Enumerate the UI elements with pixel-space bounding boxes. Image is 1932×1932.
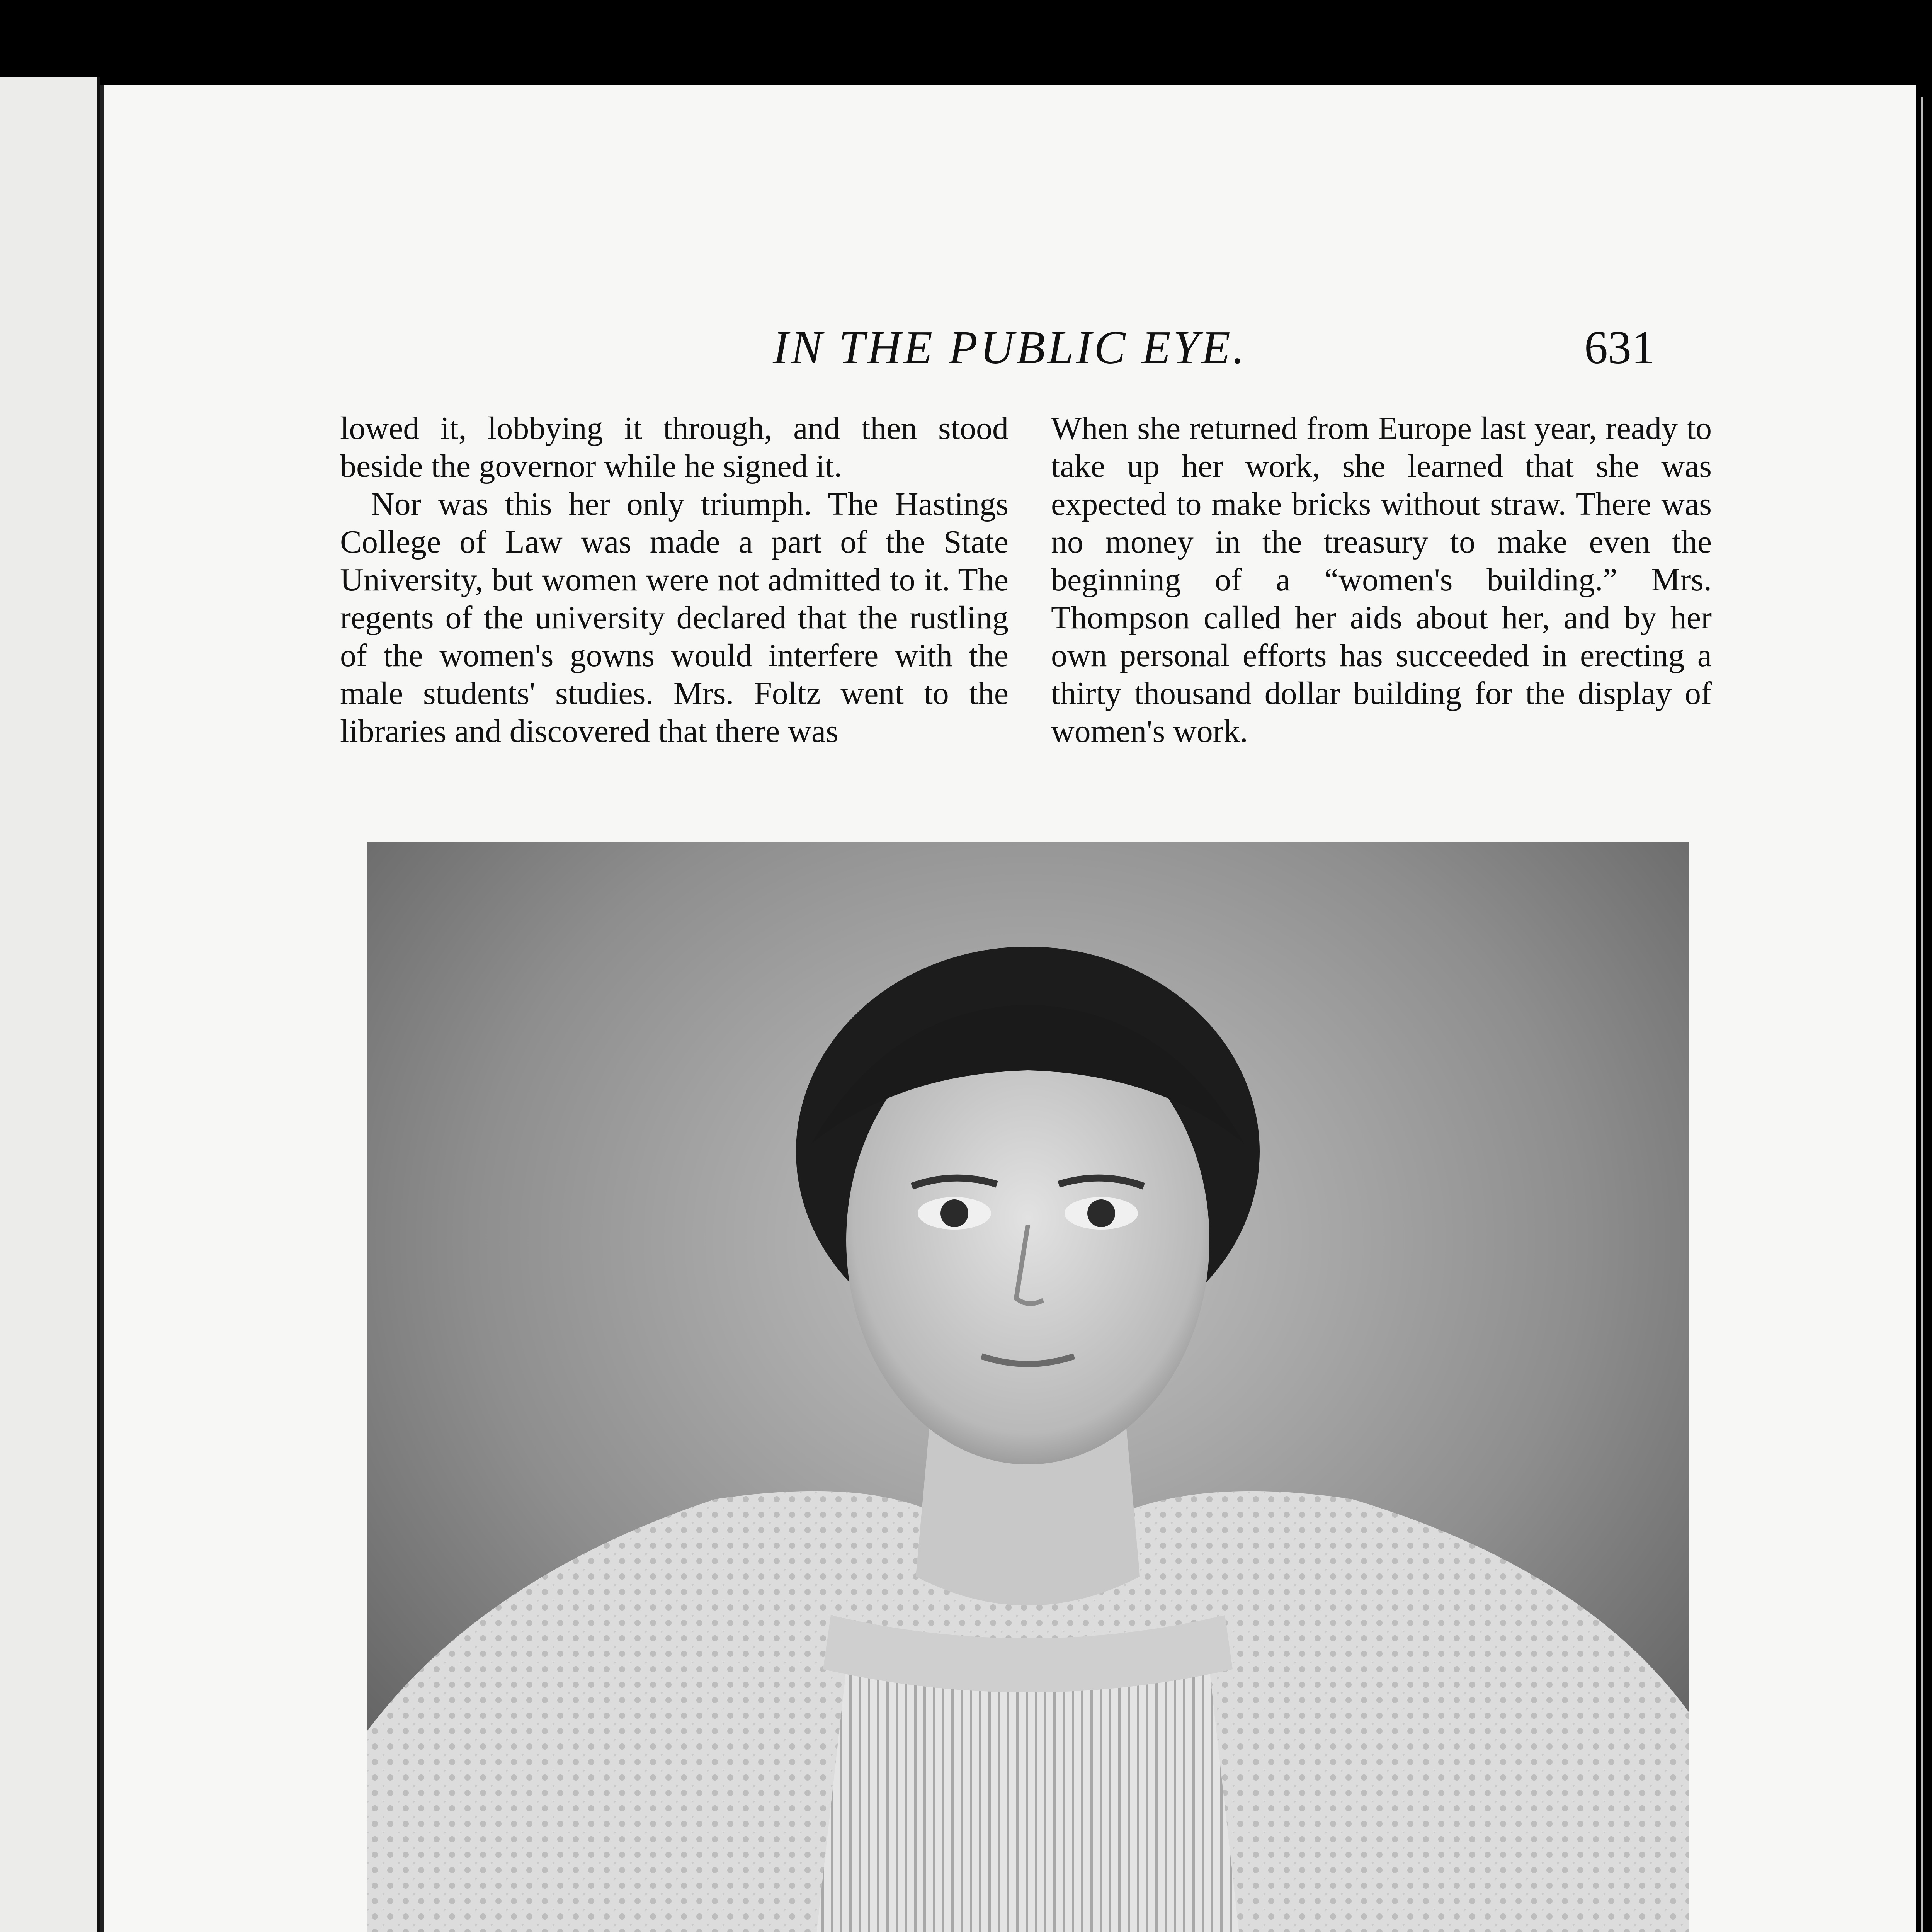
top-right-column	[1051, 410, 1712, 750]
facing-page-edge	[0, 77, 100, 1932]
paragraph: lowed it, lobbying it through, and then stood beside the governor while he signed it.	[340, 410, 1009, 484]
page-edge-line	[1921, 97, 1923, 1932]
portrait-photograph	[367, 842, 1689, 1932]
page-number: 631	[1584, 321, 1655, 374]
running-head: IN THE PUBLIC EYE.	[773, 321, 1247, 374]
paragraph: Nor was this her only triumph. The Hastings College of Law was made a part of the State University, but women were not admitted to it. The regents of the university declared that the rustling of the women's gowns would interfere with the male students' studies. Mrs. Foltz went to the libraries and discovered that there was	[340, 486, 1009, 749]
top-left-column	[340, 410, 1009, 750]
portrait-illustration	[367, 842, 1689, 1932]
paragraph: When she returned from Europe last year, ready to take up her work, she learned that she was expected to make bricks without straw. There was no money in the treasury to make even the beginning of a “women's building.” Mrs. Thompson called her aids about her, and by her own personal efforts has succeeded in erecting a thirty thousand dollar building for the display of women's work.	[1051, 410, 1712, 749]
